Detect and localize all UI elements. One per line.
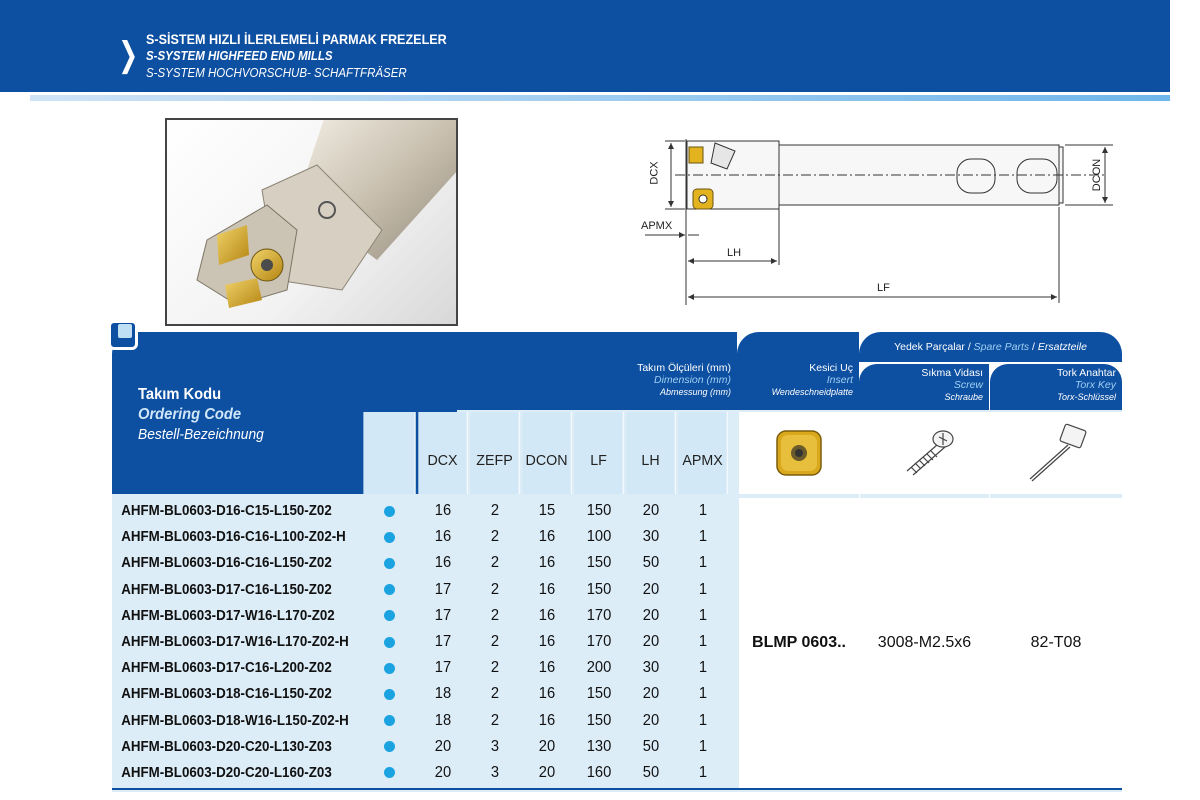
ordering-code-de: Bestell-Bezeichnung — [138, 426, 264, 443]
spare-label-tr: Yedek Parçalar — [894, 341, 965, 353]
dcon-cell: 16 — [538, 606, 556, 624]
zefp-cell: 2 — [490, 580, 500, 598]
lf-cell: 100 — [586, 528, 612, 546]
ordering-code-cell: AHFM-BL0603-D16-C16-L150-Z02 — [121, 555, 332, 572]
spare-label-de: Ersatzteile — [1037, 341, 1087, 353]
ordering-code-cell: AHFM-BL0603-D17-W16-L170-Z02-H — [121, 634, 349, 651]
lf-cell: 150 — [586, 685, 612, 703]
col-header-lf: LF — [574, 412, 623, 494]
zefp-cell: 3 — [490, 737, 500, 755]
technical-drawing — [635, 125, 1125, 310]
apmx-cell: 1 — [698, 580, 708, 598]
col-header-stock — [363, 412, 415, 494]
dcon-cell: 20 — [538, 737, 556, 755]
in-stock-dot-icon — [384, 663, 395, 674]
lh-cell: 50 — [642, 554, 660, 572]
stock-cell — [362, 715, 417, 726]
in-stock-dot-icon — [384, 637, 395, 648]
zefp-cell: 3 — [490, 763, 500, 781]
dim-label-tr: Takım Ölçüleri (mm) — [637, 362, 731, 374]
divider — [989, 412, 990, 788]
dcx-cell: 17 — [434, 606, 452, 624]
in-stock-dot-icon — [384, 506, 395, 517]
screw-icon — [885, 423, 965, 483]
zefp-cell: 2 — [490, 633, 500, 651]
lh-cell: 20 — [642, 711, 660, 729]
table-row — [112, 629, 737, 655]
dim-label-en: Dimension (mm) — [653, 374, 731, 386]
table-row — [112, 550, 737, 576]
table-row — [112, 524, 737, 550]
in-stock-dot-icon — [384, 689, 395, 700]
column-header-row — [362, 412, 729, 494]
header-insert — [737, 332, 859, 410]
stock-cell — [362, 506, 417, 517]
dcon-cell: 16 — [538, 659, 556, 677]
dcon-cell: 16 — [538, 554, 556, 572]
lh-cell: 50 — [642, 763, 660, 781]
torx-key-icon — [1016, 421, 1096, 485]
lf-cell: 160 — [586, 763, 612, 781]
stock-cell — [362, 532, 417, 543]
dcon-cell: 16 — [538, 580, 556, 598]
corner-square-inner — [118, 324, 132, 338]
screw-label-tr: Sıkma Vidası — [921, 367, 983, 379]
apmx-cell: 1 — [698, 685, 708, 703]
table-row — [112, 577, 737, 603]
header-screw — [859, 364, 989, 410]
lf-cell: 150 — [586, 554, 612, 572]
ordering-code-cell: AHFM-BL0603-D16-C15-L150-Z02 — [121, 503, 332, 520]
ordering-code-cell: AHFM-BL0603-D16-C16-L100-Z02-H — [121, 529, 346, 546]
insert-icon — [769, 423, 829, 483]
lh-cell: 20 — [642, 685, 660, 703]
table-row — [112, 760, 737, 786]
dim-label-de: Abmessung (mm) — [659, 387, 731, 397]
ordering-code-cell: AHFM-BL0603-D20-C20-L130-Z03 — [121, 738, 332, 755]
lf-cell: 170 — [586, 633, 612, 651]
header-torx-key — [990, 364, 1122, 410]
dcon-cell: 16 — [538, 633, 556, 651]
end-mill-illustration — [167, 120, 458, 326]
torx-key-image — [990, 412, 1122, 494]
torx-key-value: 82-T08 — [990, 498, 1122, 788]
title-english: S-SYSTEM HIGHFEED END MILLS — [146, 49, 333, 63]
chevron-right-icon: ❯ — [118, 36, 139, 74]
ordering-code-cell: AHFM-BL0603-D18-C16-L150-Z02 — [121, 686, 332, 703]
insert-image — [739, 412, 859, 494]
lf-cell: 150 — [586, 711, 612, 729]
ordering-code-tr: Takım Kodu — [138, 386, 222, 403]
ordering-code-cell: AHFM-BL0603-D17-W16-L170-Z02 — [121, 607, 335, 624]
table-bottom-line — [112, 788, 1122, 790]
screw-value: 3008-M2.5x6 — [860, 498, 989, 788]
header-spare-parts — [859, 332, 1122, 362]
apmx-cell: 1 — [698, 633, 708, 651]
in-stock-dot-icon — [384, 715, 395, 726]
zefp-cell: 2 — [490, 554, 500, 572]
dcx-label: DCX — [648, 161, 661, 185]
table-rows — [112, 498, 737, 786]
stock-cell — [362, 584, 417, 595]
apmx-cell: 1 — [698, 737, 708, 755]
dcx-cell: 20 — [434, 737, 452, 755]
stock-cell — [362, 741, 417, 752]
table-row — [112, 498, 737, 524]
col-header-dcx: DCX — [418, 412, 467, 494]
in-stock-dot-icon — [384, 767, 395, 778]
dcon-cell: 15 — [538, 502, 556, 520]
table-row — [112, 734, 737, 760]
stock-cell — [362, 663, 417, 674]
table-row — [112, 681, 737, 707]
apmx-cell: 1 — [698, 528, 708, 546]
ordering-code-cell: AHFM-BL0603-D17-C16-L150-Z02 — [121, 581, 332, 598]
lh-cell: 20 — [642, 502, 660, 520]
dcon-label: DCON — [1091, 158, 1104, 192]
zefp-cell: 2 — [490, 606, 500, 624]
insert-label-tr: Kesici Uç — [809, 362, 853, 374]
zefp-cell: 2 — [490, 685, 500, 703]
dcon-cell: 16 — [538, 528, 556, 546]
apmx-label: APMX — [641, 220, 673, 232]
in-stock-dot-icon — [384, 741, 395, 752]
spare-separator-2: / — [1029, 341, 1038, 353]
ordering-code-cell: AHFM-BL0603-D20-C20-L160-Z03 — [121, 764, 332, 781]
apmx-cell: 1 — [698, 554, 708, 572]
in-stock-dot-icon — [384, 610, 395, 621]
table-row — [112, 655, 737, 681]
lh-cell: 20 — [642, 633, 660, 651]
insert-label-de: Wendeschneidplatte — [771, 387, 853, 397]
lf-cell: 170 — [586, 606, 612, 624]
divider — [859, 412, 860, 788]
col-header-apmx: APMX — [678, 412, 727, 494]
stock-cell — [362, 637, 417, 648]
stock-cell — [362, 558, 417, 569]
dcx-cell: 16 — [434, 554, 452, 572]
ordering-code-cell: AHFM-BL0603-D17-C16-L200-Z02 — [121, 660, 332, 677]
lh-cell: 20 — [642, 606, 660, 624]
key-label-tr: Tork Anahtar — [1057, 367, 1116, 379]
lh-cell: 50 — [642, 737, 660, 755]
zefp-cell: 2 — [490, 659, 500, 677]
lf-cell: 150 — [586, 502, 612, 520]
lh-cell: 30 — [642, 659, 660, 677]
product-table — [112, 332, 1122, 792]
dcx-cell: 18 — [434, 685, 452, 703]
zefp-cell: 2 — [490, 502, 500, 520]
lf-cell: 200 — [586, 659, 612, 677]
in-stock-dot-icon — [384, 584, 395, 595]
dcx-cell: 20 — [434, 763, 452, 781]
screw-label-de: Schraube — [944, 392, 983, 402]
lf-cell: 150 — [586, 580, 612, 598]
ordering-code-cell: AHFM-BL0603-D18-W16-L150-Z02-H — [121, 712, 349, 729]
spare-label-en: Spare Parts — [973, 341, 1030, 353]
banner-stripe — [30, 95, 1170, 101]
table-row — [112, 708, 737, 734]
screw-image — [860, 412, 989, 494]
table-row — [112, 603, 737, 629]
key-label-de: Torx-Schlüssel — [1057, 392, 1116, 402]
dcon-cell: 20 — [538, 763, 556, 781]
lf-label: LF — [877, 282, 890, 294]
ordering-code-en: Ordering Code — [138, 406, 242, 423]
zefp-cell: 2 — [490, 711, 500, 729]
dcx-cell: 18 — [434, 711, 452, 729]
title-turkish: S-SİSTEM HIZLI İLERLEMELİ PARMAK FREZELER — [146, 31, 447, 47]
col-header-zefp: ZEFP — [470, 412, 519, 494]
dcx-cell: 16 — [434, 528, 452, 546]
header-dimensions — [417, 332, 737, 410]
lf-cell: 130 — [586, 737, 612, 755]
apmx-cell: 1 — [698, 502, 708, 520]
col-header-lh: LH — [626, 412, 675, 494]
in-stock-dot-icon — [384, 532, 395, 543]
product-photo — [165, 118, 458, 326]
col-header-dcon: DCON — [522, 412, 571, 494]
insert-label-en: Insert — [826, 374, 853, 386]
stock-cell — [362, 767, 417, 778]
dcx-cell: 17 — [434, 580, 452, 598]
lh-cell: 20 — [642, 580, 660, 598]
dcx-cell: 17 — [434, 633, 452, 651]
apmx-cell: 1 — [698, 763, 708, 781]
in-stock-dot-icon — [384, 558, 395, 569]
apmx-cell: 1 — [698, 606, 708, 624]
screw-label-en: Screw — [953, 379, 983, 391]
apmx-cell: 1 — [698, 711, 708, 729]
stock-cell — [362, 689, 417, 700]
lh-label: LH — [727, 247, 742, 259]
key-label-en: Torx Key — [1074, 379, 1116, 391]
title-german: S-SYSTEM HOCHVORSCHUB- SCHAFTFRÄSER — [146, 66, 407, 80]
dcon-cell: 16 — [538, 711, 556, 729]
dcx-cell: 16 — [434, 502, 452, 520]
spare-separator-1: / — [964, 341, 974, 353]
dcon-cell: 16 — [538, 685, 556, 703]
insert-value: BLMP 0603.. — [739, 498, 859, 788]
stock-cell — [362, 610, 417, 621]
lh-cell: 30 — [642, 528, 660, 546]
zefp-cell: 2 — [490, 528, 500, 546]
dcx-cell: 17 — [434, 659, 452, 677]
apmx-cell: 1 — [698, 659, 708, 677]
